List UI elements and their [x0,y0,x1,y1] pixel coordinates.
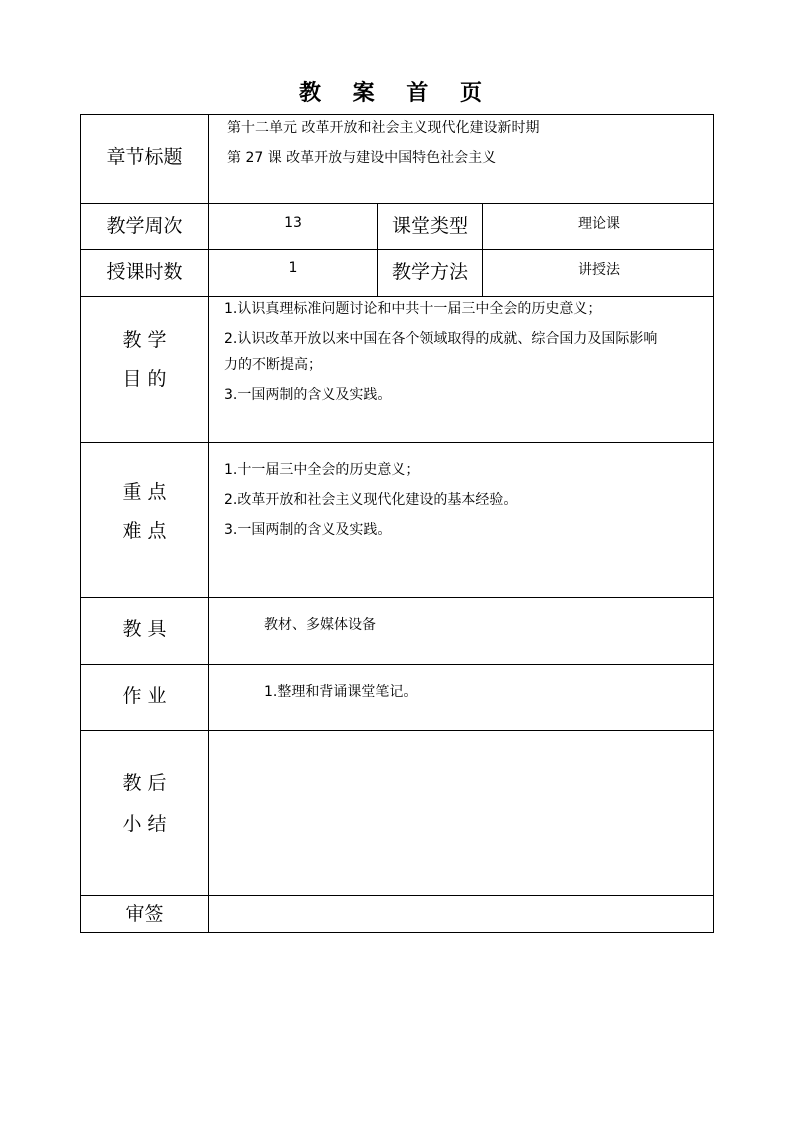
tools-value: 教材、多媒体设备 [264,617,376,633]
tools-label: 教 具 [122,618,167,640]
chapter-content [227,115,539,170]
chapter-line: 第十二单元 改革开放和社会主义现代化建设新时期 [227,120,540,136]
lesson-plan-table [80,114,714,933]
class-type-label: 课堂类型 [391,215,468,237]
chapter-line: 第 27 课 改革开放与建设中国特色社会主义 [227,150,497,166]
hours-label: 授课时数 [106,261,183,283]
objective-line: 1.认识真理标准问题讨论和中共十一届三中全会的历史意义； [224,301,602,317]
objectives-content [224,298,657,406]
hours-value: 1 [288,260,298,276]
homework-label: 作 业 [122,685,167,707]
page-title: 教 案 首 页 [299,81,494,106]
keypoint-line: 2.改革开放和社会主义现代化建设的基本经验。 [224,492,518,508]
keypoint-line: 3.一国两制的含义及实践。 [224,522,392,538]
row-divider [81,730,713,731]
keypoint-line: 1.十一届三中全会的历史意义； [224,462,420,478]
review-label: 审签 [125,903,164,925]
row-divider [81,597,713,598]
row-divider [81,203,713,204]
homework-value: 1.整理和背诵课堂笔记。 [264,684,418,700]
chapter-label: 章节标题 [106,146,183,168]
week-label: 教学周次 [106,215,183,237]
class-type-value: 理论课 [578,216,620,232]
objectives-label: 教 学 目 的 [122,329,167,390]
row-divider [81,442,713,443]
keypoints-content [224,459,517,541]
objective-line: 力的不断提高； [224,357,322,373]
row-divider [81,664,713,665]
keypoints-label: 重 点 难 点 [122,481,167,542]
summary-label: 教 后 小 结 [122,772,167,835]
column-divider [208,115,209,932]
teaching-method-value: 讲授法 [578,262,620,278]
objective-line: 2.认识改革开放以来中国在各个领域取得的成就、综合国力及国际影响 [224,331,658,347]
teaching-method-label: 教学方法 [391,261,468,283]
week-value: 13 [284,215,302,231]
objective-line: 3.一国两制的含义及实践。 [224,387,392,403]
row-divider [81,249,713,250]
row-divider [81,895,713,896]
row-divider [81,296,713,297]
